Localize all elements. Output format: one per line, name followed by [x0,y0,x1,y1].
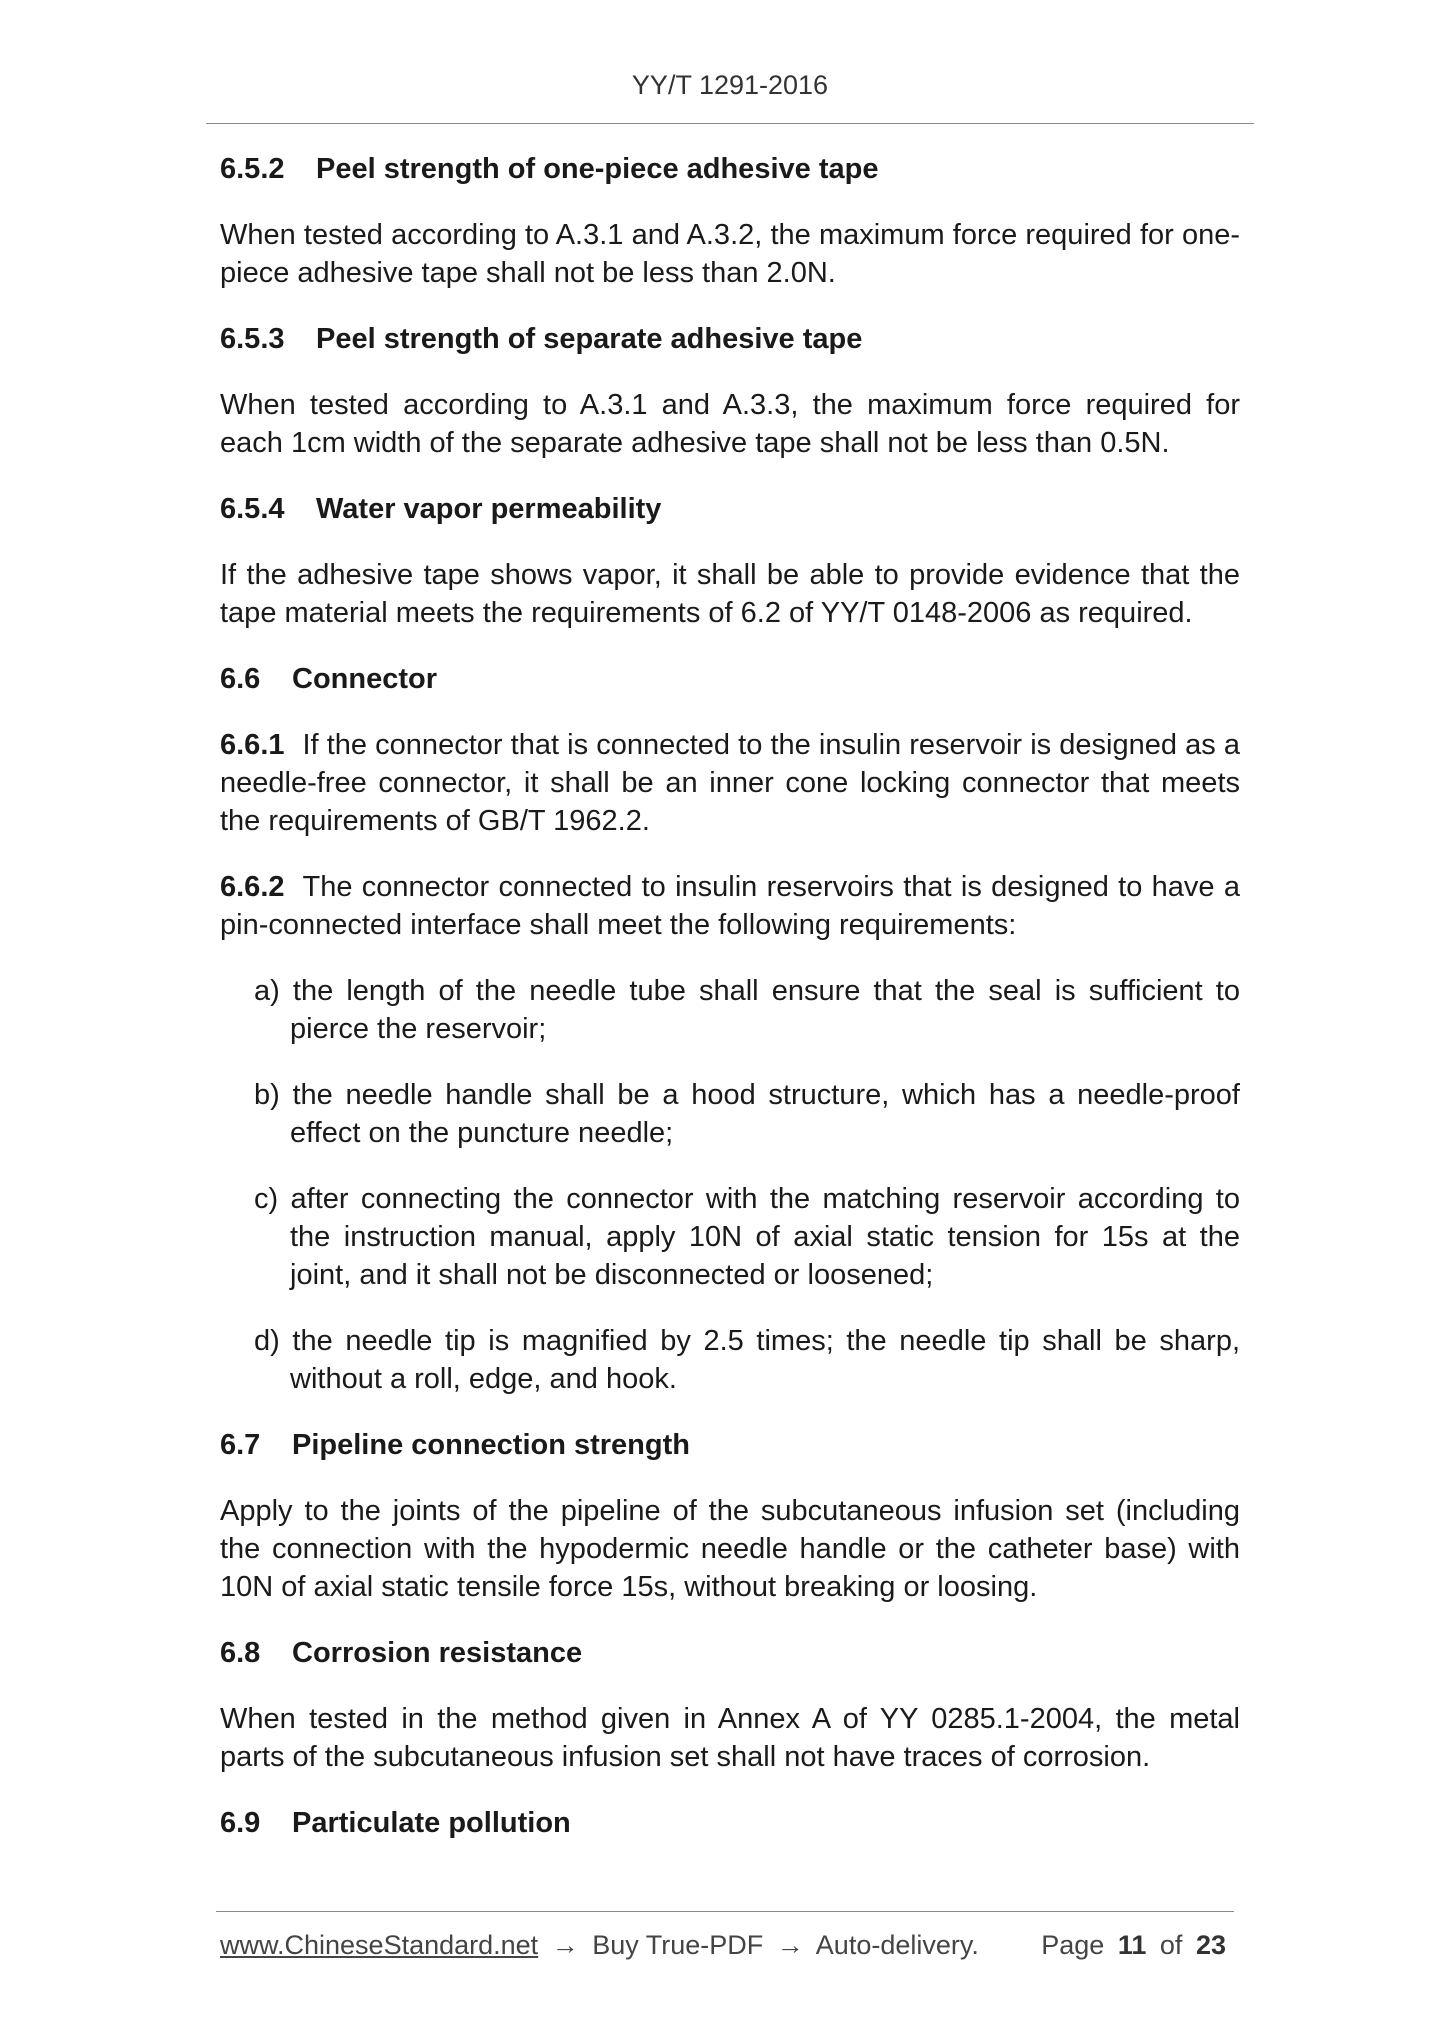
page-indicator [1041,1930,1232,1961]
document-body [220,150,1240,1870]
footer-divider [216,1911,1234,1912]
list-item-a: a) the length of the needle tube shall ensure that the seal is sufficient to pierce the reservoir; [254,975,1240,1045]
arrow-right-icon: → [551,1930,579,1960]
clause-number: 6.5.3 [220,323,285,355]
heading-6-8 [220,1634,1240,1672]
clause-number: 6.6.1 [220,729,285,761]
delivery-text: Auto-delivery. [815,1930,979,1960]
heading-6-6 [220,660,1240,698]
clause-title: Pipeline connection strength [292,1429,690,1461]
heading-6-9 [220,1804,1240,1842]
clause-text: The connector connected to insulin reservoirs that is designed to have a pin-connected interface shall meet the following requirements: [220,871,1240,941]
page-footer [220,1930,1232,1961]
clause-number: 6.7 [220,1429,261,1461]
clause-title: Water vapor permeability [316,493,662,525]
clause-number: 6.9 [220,1807,261,1839]
clause-number: 6.6.2 [220,871,285,903]
paragraph-6-6-1 [220,726,1240,840]
heading-6-5-2 [220,150,1240,188]
document-id: YY/T 1291-2016 [631,70,829,100]
paragraph-6-5-2: When tested according to A.3.1 and A.3.2, the maximum force required for one-piece adhesive tape shall not be less than 2.0N. [220,219,1240,289]
clause-title: Particulate pollution [292,1807,571,1839]
paragraph-6-8: When tested in the method given in Annex A of YY 0285.1-2004, the metal parts of the subcutaneous infusion set shall not have traces of corrosion. [220,1703,1240,1773]
paragraph-6-5-4: If the adhesive tape shows vapor, it shall be able to provide evidence that the tape material meets the requirements of 6.2 of YY/T 0148-2006 as required. [220,559,1240,629]
list-item-d: d) the needle tip is magnified by 2.5 times; the needle tip shall be sharp, without a roll, edge, and hook. [254,1325,1240,1395]
clause-number: 6.8 [220,1637,261,1669]
list-item-b: b) the needle handle shall be a hood structure, which has a needle-proof effect on the puncture needle; [254,1079,1240,1149]
arrow-right-icon: → [776,1930,804,1960]
clause-title: Peel strength of separate adhesive tape [316,323,863,355]
clause-title: Corrosion resistance [292,1637,583,1669]
of-label: of [1159,1930,1183,1960]
paragraph-6-6-2 [220,868,1240,944]
buy-pdf-text: Buy True-PDF [592,1930,764,1960]
clause-number: 6.5.4 [220,493,285,525]
page-number: 11 [1117,1930,1147,1960]
clause-title: Peel strength of one-piece adhesive tape [316,153,879,185]
heading-6-7 [220,1426,1240,1464]
clause-number: 6.6 [220,663,261,695]
list-item-c: c) after connecting the connector with the matching reservoir according to the instruction manual, apply 10N of axial static tension for 15s at the joint, and it shall not be disconnected or loosened; [254,1183,1240,1291]
heading-6-5-3 [220,320,1240,358]
clause-title: Connector [292,663,437,695]
paragraph-6-5-3: When tested according to A.3.1 and A.3.3, the maximum force required for each 1cm width of the separate adhesive tape shall not be less than 0.5N. [220,389,1240,459]
paragraph-6-7: Apply to the joints of the pipeline of the subcutaneous infusion set (including the connection with the hypodermic needle handle or the catheter base) with 10N of axial static tensile force 15s, without breaking or loosing. [220,1495,1240,1603]
clause-text: If the connector that is connected to the insulin reservoir is designed as a needle-free connector, it shall be an inner cone locking connector that meets the requirements of GB/T 1962.2. [220,729,1240,837]
website-link[interactable]: www.ChineseStandard.net [220,1930,539,1960]
page-total: 23 [1195,1930,1226,1960]
page-label: Page [1041,1930,1105,1960]
clause-number: 6.5.2 [220,153,285,185]
page-header [206,68,1254,124]
heading-6-5-4 [220,490,1240,528]
